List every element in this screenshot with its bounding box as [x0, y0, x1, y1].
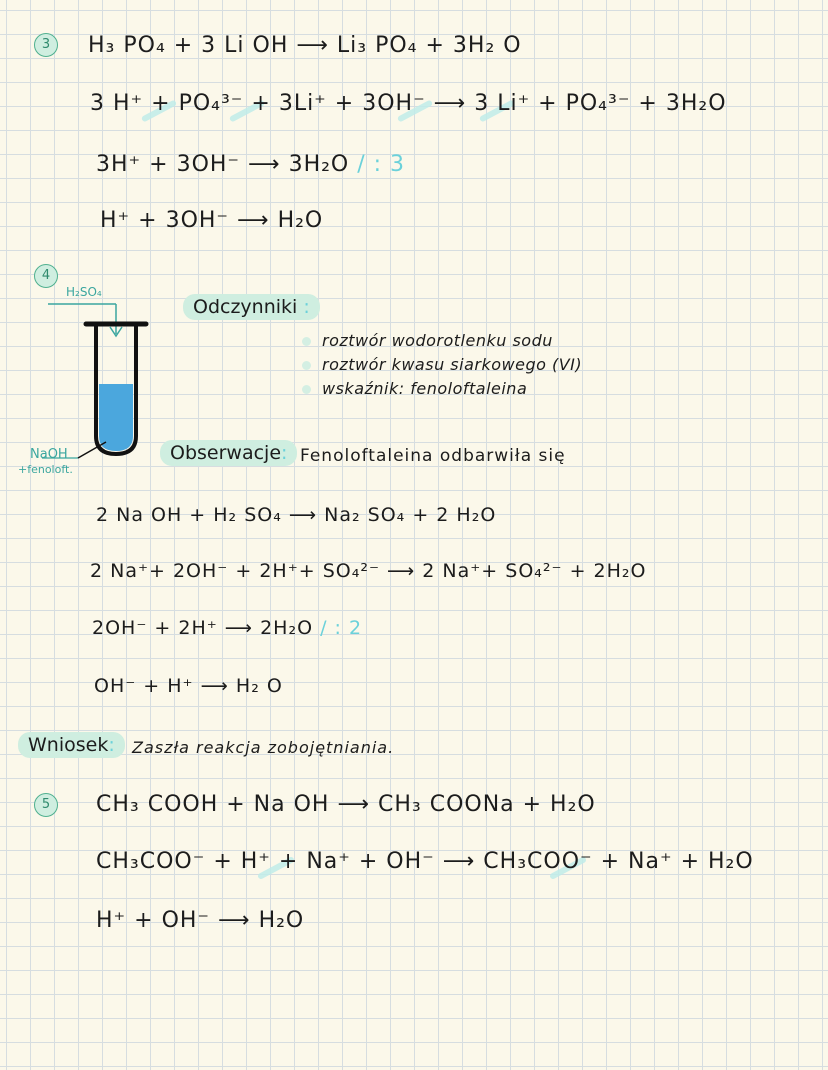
equation-4-reduced [92, 617, 362, 639]
equation-5-molecular: CH₃ COOH + Na OH ⟶ CH₃ COONa + H₂O [96, 792, 596, 817]
equation-3-ionic: 3 H⁺ + PO₄³⁻ + 3Li⁺ + 3OH⁻ ⟶ 3 Li⁺ + PO₄³⁻ + 3H₂O [90, 91, 727, 116]
reagent-text: wskaźnik: fenoloftaleina [322, 379, 528, 398]
reagent-text: roztwór wodorotlenku sodu [322, 331, 553, 350]
conclusion-text: Zaszła reakcja zobojętniania. [132, 738, 395, 757]
equation-3-reduced-text: 3H⁺ + 3OH⁻ ⟶ 3H₂O [96, 152, 350, 177]
equation-4-ionic: 2 Na⁺+ 2OH⁻ + 2H⁺+ SO₄²⁻ ⟶ 2 Na⁺+ SO₄²⁻ + 2H₂O [90, 560, 647, 582]
observations-label-text: Obserwacje [170, 442, 282, 464]
equation-5-ionic: CH₃COO⁻ + H⁺ + Na⁺ + OH⁻ ⟶ CH₃COO⁻ + Na⁺ + H₂O [96, 849, 754, 874]
colon: : [108, 734, 115, 756]
colon: : [281, 442, 288, 464]
reagent-item [298, 354, 582, 378]
conclusion-label [18, 732, 125, 758]
equation-3-reduced [96, 152, 405, 177]
reagents-label-text: Odczynniki [193, 296, 298, 318]
observations-text: Fenoloftaleina odbarwiła się [300, 446, 566, 466]
reagents-label [183, 294, 320, 320]
reagent-item [298, 330, 582, 354]
equation-4-short-ionic: OH⁻ + H⁺ ⟶ H₂ O [94, 675, 283, 697]
section-number-5: 5 [34, 793, 58, 817]
observations-label [160, 440, 297, 466]
division-note: / : 2 [320, 617, 363, 639]
conclusion-label-text: Wniosek [28, 734, 109, 756]
reagent-text: roztwór kwasu siarkowego (VI) [322, 355, 583, 374]
colon: : [297, 296, 310, 318]
reagents-list [298, 330, 582, 402]
bullet-dot-icon [302, 385, 311, 394]
equation-4-reduced-text: 2OH⁻ + 2H⁺ ⟶ 2H₂O [92, 617, 314, 639]
division-note: / : 3 [357, 152, 406, 177]
reagent-item [298, 378, 582, 402]
section-number-4: 4 [34, 264, 58, 288]
equation-3-molecular: H₃ PO₄ + 3 Li OH ⟶ Li₃ PO₄ + 3H₂ O [88, 33, 522, 58]
bullet-dot-icon [302, 361, 311, 370]
section-number-3: 3 [34, 33, 58, 57]
tube-side-label-indicator: +fenoloft. [18, 463, 73, 476]
equation-3-short-ionic: H⁺ + 3OH⁻ ⟶ H₂O [100, 208, 324, 233]
equation-4-molecular: 2 Na OH + H₂ SO₄ ⟶ Na₂ SO₄ + 2 H₂O [96, 504, 497, 526]
bullet-dot-icon [302, 337, 311, 346]
equation-5-short-ionic: H⁺ + OH⁻ ⟶ H₂O [96, 908, 305, 933]
tube-side-label-naoh: NaOH [30, 447, 68, 462]
tube-top-label: H₂SO₄ [66, 285, 102, 299]
